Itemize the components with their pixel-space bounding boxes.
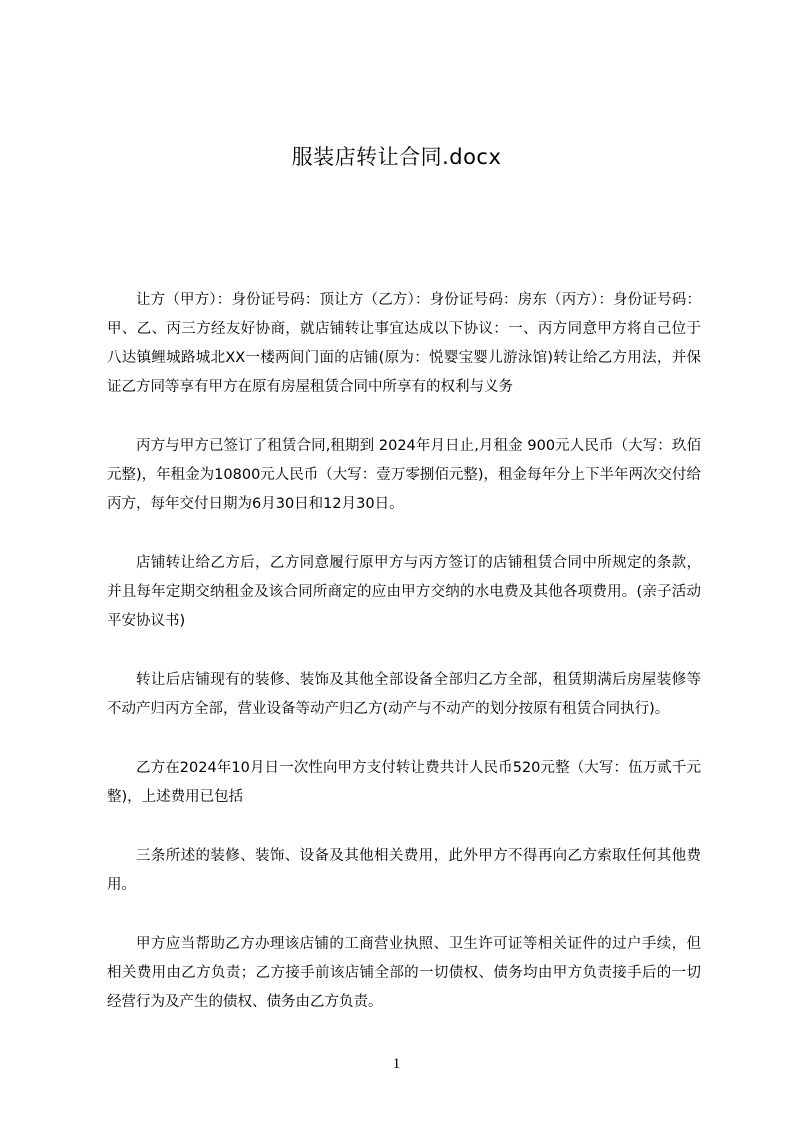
- paragraph-fee-scope: 三条所述的装修、装饰、设备及其他相关费用，此外甲方不得再向乙方索取任何其他费用。: [107, 848, 701, 893]
- paragraph-property-ownership: 转让后店铺现有的装修、装饰及其他全部设备全部归乙方全部，租赁期满后房屋装修等不动产归丙方全部，营业设备等动产归乙方(动产与不动产的划分按原有租赁合同执行)。: [107, 672, 701, 717]
- document-body: [107, 286, 701, 1047]
- paragraph-licenses-debts: 甲方应当帮助乙方办理该店铺的工商营业执照、卫生许可证等相关证件的过户手续，但相关费用由乙方负责；乙方接手前该店铺全部的一切债权、债务均由甲方负责接手后的一切经营行为及产生的债权、债务由乙方负责。: [107, 936, 701, 1010]
- paragraph-lease-obligations: 店铺转让给乙方后，乙方同意履行原甲方与丙方签订的店铺租赁合同中所规定的条款，并且每年定期交纳租金及该合同所商定的应由甲方交纳的水电费及其他各项费用。(亲子活动平安协议书): [107, 555, 701, 629]
- paragraph-transfer-fee: 乙方在2024年10月日一次性向甲方支付转让费共计人民币520元整（大写：伍万贰千元整)，上述费用已包括: [107, 760, 701, 805]
- paragraph-lease-terms: 丙方与甲方已签订了租赁合同,租期到 2024年月日止,月租金 900元人民币（大写：玖佰元整)，年租金为10800元人民币（大写：壹万零捌佰元整)，租金每年分上下半年两次交付给丙方，每年交付日期为6月30日和12月30日。: [107, 438, 701, 512]
- page-number: 1: [392, 1056, 401, 1072]
- document-title: 服装店转让合同.docx: [291, 145, 502, 169]
- paragraph-parties: 让方（甲方）：身份证号码：顶让方（乙方）：身份证号码：房东（丙方）：身份证号码：甲、乙、丙三方经友好协商，就店铺转让事宜达成以下协议：一、丙方同意甲方将自己位于八达镇鲤城路城北XX一楼两间门面的店铺(原为：悦婴宝婴儿游泳馆)转让给乙方用法，并保证乙方同等享有甲方在原有房屋租赁合同中所享有的权利与义务: [107, 292, 701, 395]
